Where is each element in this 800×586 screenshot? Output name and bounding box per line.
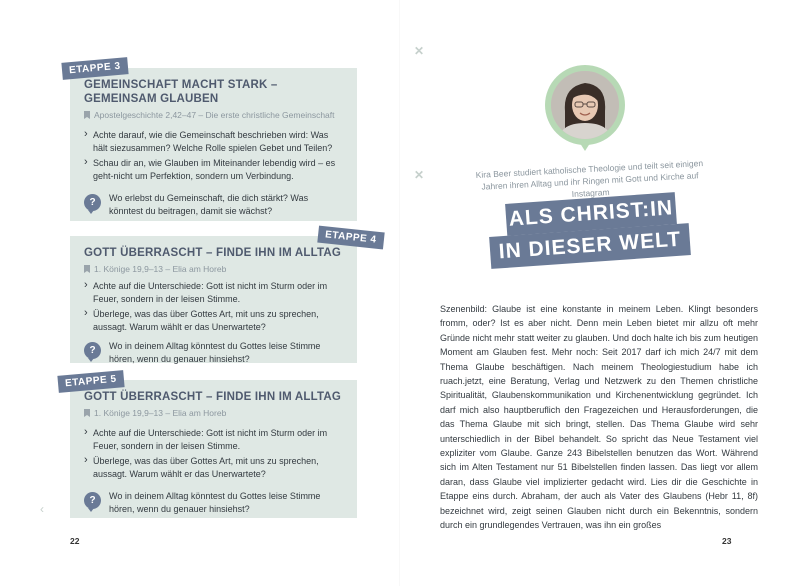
stage-card-4 [70,236,357,363]
stage-title: GOTT ÜBERRASCHT – FINDE IHN IM ALLTAG [84,391,341,403]
question-text: Wo in deinem Alltag könntest du Gottes leise Stimme hören, wenn du genauer hinsiehst? [109,491,321,514]
stage-card-3 [70,68,357,221]
author-portrait [545,65,629,160]
author-photo [551,71,619,139]
bible-reference-text: 1. Könige 19,9–13 – Elia am Horeb [94,408,227,418]
title-banner-line-1: ALS CHRIST:IN [505,192,677,236]
bible-reference-text: Apostelgeschichte 2,42–47 – Die erste christliche Gemeinschaft [94,110,335,120]
bullet-item: › Achte darauf, wie die Gemeinschaft beschrieben wird: Was hält siezusammen? Welche Rolle spielen Gebet und Teilen? [84,129,343,155]
reflection-question [84,490,343,516]
question-bubble-icon: ? [84,492,101,509]
bible-reference [84,109,343,121]
bullet-item: › Achte auf die Unterschiede: Gott ist nicht im Sturm oder im Feuer, sondern in der leisen Stimme. [84,280,343,306]
bible-reference [84,407,343,419]
author-photo-illustration [551,71,619,139]
title-banner-line-2: IN DIESER WELT [489,223,691,269]
chevron-left-icon: ‹ [40,502,44,516]
question-text: Wo in deinem Alltag könntest du Gottes leise Stimme hören, wenn du genauer hinsiehst? [109,341,321,364]
bookmark-icon [84,265,90,273]
page-number: 23 [722,536,732,546]
bible-reference-text: 1. Könige 19,9–13 – Elia am Horeb [94,264,227,274]
question-text: Wo erlebst du Gemeinschaft, die dich stärkt? Was könntest du beitragen, damit sie wächst? [109,193,309,216]
map-pin-pointer [576,137,594,151]
bookmark-icon [84,409,90,417]
question-bubble-icon: ? [84,342,101,359]
cross-mark-icon: ✕ [414,44,425,58]
bullet-list [84,129,343,183]
page-number: 22 [70,536,80,546]
cross-mark-icon: ✕ [414,168,425,182]
bullet-list [84,280,343,334]
reflection-question [84,340,343,366]
author-bio: Kira Beer studiert katholische Theologie und teilt seit einigen Jahren ihren Alltag und ihr Ringen mit Gott und Kirche auf Instagram [475,158,704,199]
stage-tag-3: ETAPPE 3 [61,57,128,80]
stage-title: GEMEINSCHAFT MACHT STARK – GEMEINSAM GLAUBEN [84,79,278,105]
stage-tag-4: ETAPPE 4 [317,226,384,250]
question-bubble-icon: ? [84,194,101,211]
bullet-item: › Achte auf die Unterschiede: Gott ist nicht im Sturm oder im Feuer, sondern in der leisen Stimme. [84,427,343,453]
reflection-question [84,192,343,218]
bullet-item: › Überlege, was das über Gottes Art, mit uns zu sprechen, aussagt. Warum wählt er das Unerwartete? [84,308,343,334]
bookmark-icon [84,111,90,119]
bullet-list [84,427,343,481]
stage-tag-5: ETAPPE 5 [57,370,124,393]
bullet-item: › Schau dir an, wie Glauben im Miteinander lebendig wird – es geht-nicht um Perfektion, sondern um Verbindung. [84,157,343,183]
stage-card-5 [70,380,357,518]
bullet-item: › Überlege, was das über Gottes Art, mit uns zu sprechen, aussagt. Warum wählt er das Unerwartete? [84,455,343,481]
stage-title: GOTT ÜBERRASCHT – FINDE IHN IM ALLTAG [84,247,341,259]
bible-reference [84,263,343,275]
body-text: Szenenbild: Glaube ist eine konstante in meinem Leben. Klingt besonders fromm, oder? Ist es aber nicht. Denn mein Leben bietet mir allzu oft mehr Gründe nicht mehr statt weiter zu glauben. Und doch halte ich bis zum heutigen Moment am Glauben fest. Mehr noch: Seit 2017 darf ich mich 24/7 mit dem Thema Glaube beschäftigen. Nach meinem Theologiestudium habe ich ruach.jetzt, eine Beratung, Verlag und Netzwerk zu den Themen christliche Spiritualität, Glaubenskommunikation und Kirchenentwicklung gegründet. Ich darf mich also hauptberuflich den Fragezeichen und Herausforderungen, die das Thema Glaube mit sich bringt, stellen. Das Thema Glaube wird sehr unterschiedlich in der Bibel behandelt. So spricht das Neue Testament viel expliziter vom Glaube. Ganze 243 Bibelstellen benutzen das Wort. Während sich im Alten Testament nur 51 Bibelstellen finden lassen. Das liegt vor allem daran, dass Glaube viel implizierter gedacht wird. Lies dir die Geschichte in Etappe eins durch. Abraham, der auch als Vater des Glaubens (Hebr 11, 8f) bezeichnet wird, zeigt seinen Glauben nicht durch ein Bekenntnis, sondern durch ein grundlegendes Vertrauen, was ihn ein großes [440,304,758,531]
